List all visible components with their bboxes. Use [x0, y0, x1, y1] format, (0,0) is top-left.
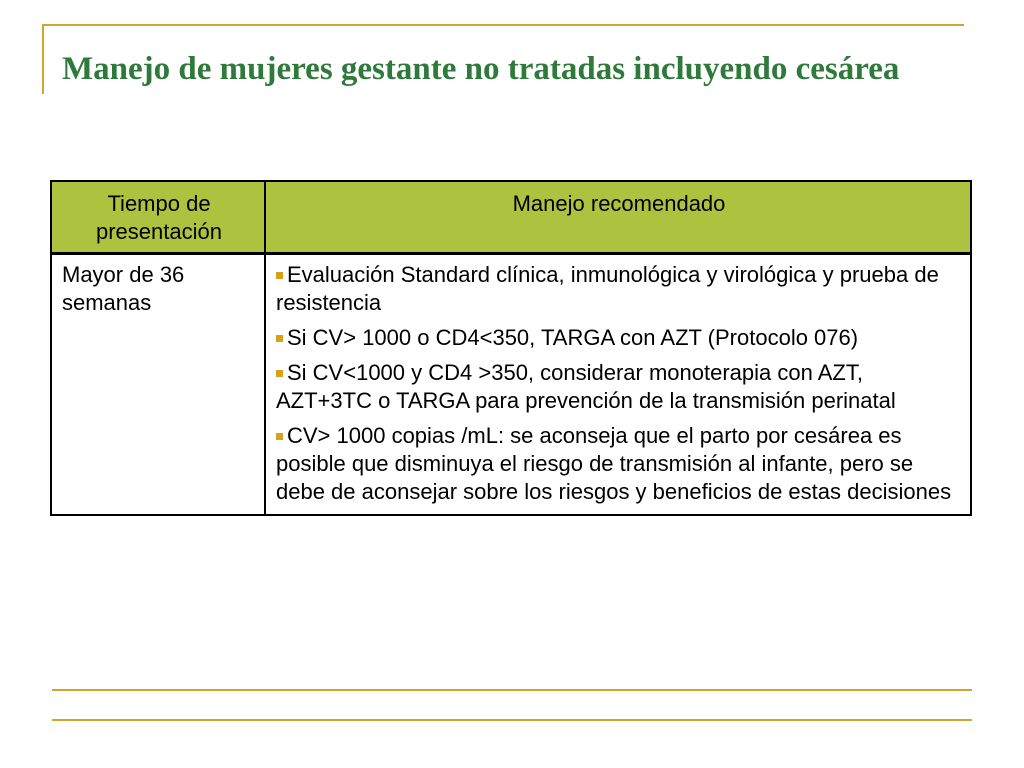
table-header-row [51, 181, 971, 254]
list-item-text: Si CV> 1000 o CD4<350, TARGA con AZT (Protocolo 076) [287, 325, 859, 350]
square-bullet-icon [276, 433, 283, 440]
square-bullet-icon [276, 272, 283, 279]
footer-divider-line [52, 719, 972, 721]
list-item-text: Evaluación Standard clínica, inmunológica y virológica y prueba de resistencia [276, 262, 939, 315]
square-bullet-icon [276, 335, 283, 342]
table-row [51, 254, 971, 516]
header-timing: Tiempo de presentación [51, 181, 265, 254]
left-border-line [42, 24, 44, 94]
list-item [276, 359, 962, 415]
list-item [276, 324, 962, 352]
bottom-divider-line [52, 689, 972, 691]
management-table [50, 180, 972, 516]
list-item-text: CV> 1000 copias /mL: se aconseja que el parto por cesárea es posible que disminuya el riesgo de transmisión al infante, pero se debe de aconsejar sobre los riesgos y beneficios de estas decisiones [276, 423, 952, 504]
top-border-line [42, 24, 964, 26]
list-item [276, 261, 962, 317]
header-management: Manejo recomendado [265, 181, 971, 254]
square-bullet-icon [276, 370, 283, 377]
timing-cell: Mayor de 36 semanas [51, 254, 265, 516]
management-cell [265, 254, 971, 516]
list-item-text: Si CV<1000 y CD4 >350, considerar monoterapia con AZT, AZT+3TC o TARGA para prevención de la transmisión perinatal [276, 360, 896, 413]
list-item [276, 422, 962, 506]
slide-title: Manejo de mujeres gestante no tratadas incluyendo cesárea [62, 51, 900, 87]
